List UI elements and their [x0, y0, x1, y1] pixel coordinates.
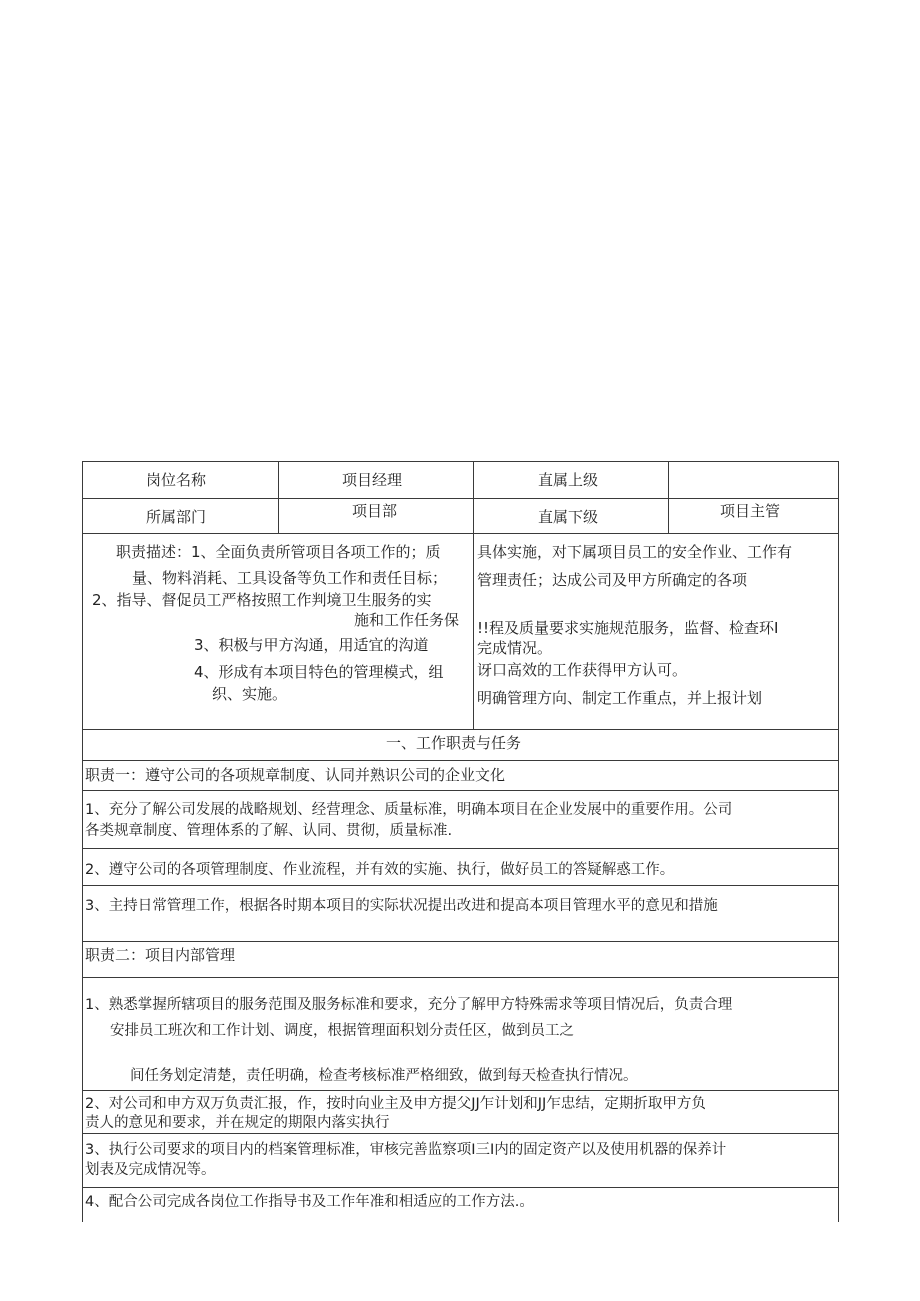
duty-one-item-2: 2、遵守公司的各项管理制度、作业流程，并有效的实施、执行，做好员工的答疑解惑工作。 — [85, 862, 675, 878]
row-divider — [82, 977, 839, 978]
description-left-line: 4、形成有本项目特色的管理模式，组 — [194, 663, 444, 681]
table-border-top — [82, 461, 839, 462]
table-border-left — [82, 461, 83, 1222]
column-divider — [278, 461, 279, 533]
row-divider — [82, 1133, 839, 1134]
duty-two-item-1: 间任务划定清楚，责任明确，检查考核标准严格细致，做到每天检查执行情况。 — [130, 1068, 638, 1084]
duty-two-item-2: 2、对公司和申方双万负责汇报，作，按时向业主及申方提父JJ乍计划和JJ乍忠结，定期折取甲方负 — [85, 1096, 706, 1112]
subordinate-value: 项目主管 — [720, 502, 781, 520]
post-name-value: 项目经理 — [342, 471, 403, 489]
description-left-line: 施和工作任务保 — [354, 611, 460, 629]
row-divider — [82, 885, 839, 886]
description-left-line: 职责描述：1、全面负责所管项目各项工作的；质 — [116, 543, 441, 561]
duty-one-item-1: 1、充分了解公司发展的战略规划、经营理念、质量标准，明确本项目在企业发展中的重要作用。公司 — [85, 802, 733, 818]
description-left-line: 3、积极与甲方沟通，用适宜的沟道 — [194, 636, 429, 654]
description-right-line: 具体实施，对下属项目员工的安全作业、工作有 — [477, 543, 793, 561]
column-divider — [473, 461, 474, 729]
duty-two-item-4: 4、配合公司完成各岗位工作指导书及工作年准和相适应的工作方法.。 — [85, 1194, 534, 1210]
description-right-line: 管理责任；达成公司及甲方所确定的各项 — [477, 571, 748, 589]
duty-two-item-1: 1、熟悉掌握所辖项目的服务范围及服务标准和要求，充分了解甲方特殊需求等项目情况后，负责合理 — [85, 997, 733, 1013]
duty-one-item-1: 各类规章制度、管理体系的了解、认同、贯彻，质量标准. — [85, 823, 453, 839]
duty-two-item-1: 安排员工班次和工作计划、调度，根据管理面积划分责任区，做到员工之 — [110, 1023, 574, 1039]
superior-label: 直属上级 — [538, 471, 599, 489]
row-divider — [82, 498, 839, 499]
row-divider — [82, 729, 839, 730]
row-divider — [82, 1090, 839, 1091]
row-divider — [82, 1187, 839, 1188]
description-right-line: 完成情况。 — [477, 639, 553, 657]
description-right-line: 明确管理方向、制定工作重点，并上报计划 — [477, 689, 763, 707]
department-value: 项目部 — [352, 502, 398, 520]
description-left-line: 量、物料消耗、工具设备等负工作和责任目标； — [132, 569, 448, 587]
subordinate-label: 直属下级 — [538, 508, 599, 526]
row-divider — [82, 533, 839, 534]
row-divider — [82, 760, 839, 761]
description-left-line: 2、指导、督促员工严格按照工作判境卫生服务的实 — [92, 591, 432, 609]
description-right-line: !!程及质量要求实施规范服务，监督、检查环I — [477, 619, 779, 637]
duty-one-item-3: 3、主持日常管理工作，根据各时期本项目的实际状况提出改进和提高本项目管理水平的意见和措施 — [85, 898, 718, 914]
description-left-line: 织、实施。 — [212, 685, 288, 703]
duty-two-title: 职责二：项目内部管理 — [85, 946, 236, 964]
table-border-right — [838, 461, 839, 1222]
column-divider — [668, 461, 669, 533]
duty-two-item-3: 3、执行公司要求的项目内的档案管理标准，审核完善监察项I三I内的固定资产以及使用机器的保养计 — [85, 1142, 727, 1158]
duty-one-title: 职责一：遵守公司的各项规章制度、认同并熟识公司的企业文化 — [85, 766, 506, 784]
row-divider — [82, 790, 839, 791]
description-right-line: 讶口高效的工作获得甲方认可。 — [477, 661, 688, 679]
post-name-label: 岗位名称 — [146, 471, 207, 489]
duty-two-item-3: 划表及完成情况等。 — [85, 1162, 216, 1178]
section-title: 一、工作职责与任务 — [386, 734, 522, 752]
row-divider — [82, 848, 839, 849]
duty-two-item-2: 责人的意见和要求，并在规定的期限内落实执行 — [85, 1115, 390, 1131]
row-divider — [82, 941, 839, 942]
department-label: 所属部门 — [146, 508, 207, 526]
